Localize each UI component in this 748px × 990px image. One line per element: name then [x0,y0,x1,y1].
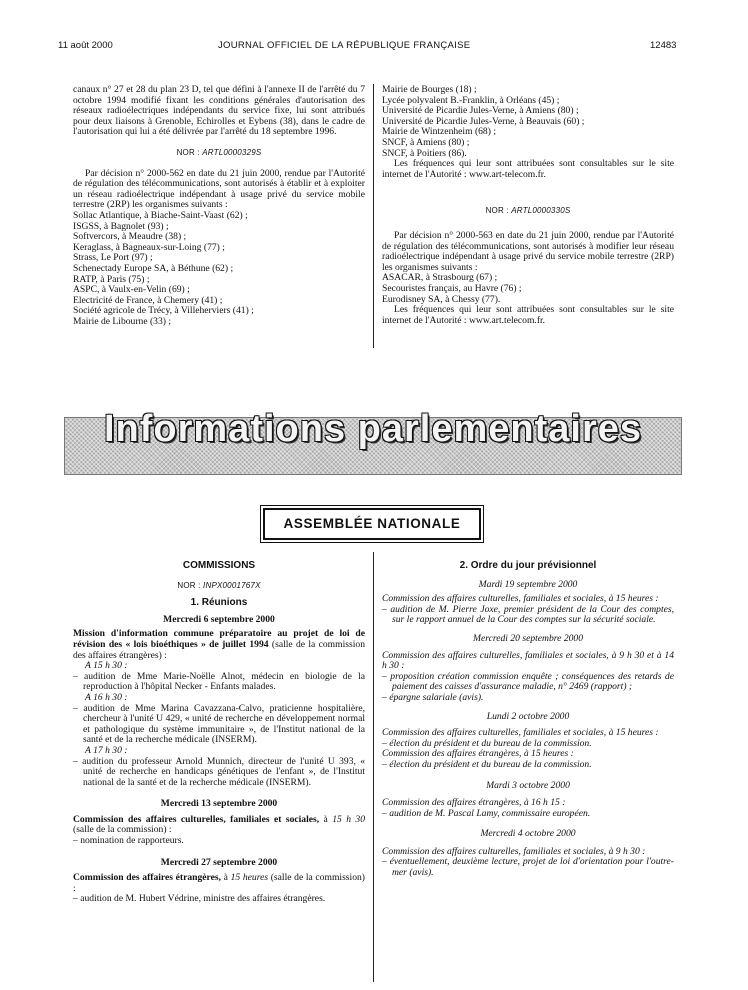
organisation-list [73,211,365,328]
date-heading: Mercredi 27 septembre 2000 [160,856,278,868]
date-heading: Mardi 19 septembre 2000 [478,578,578,590]
date-heading: Mercredi 6 septembre 2000 [163,613,275,625]
nor-code: INPX0001767X [203,580,261,590]
ordre-column [382,561,674,879]
list-item: Schenectady Europe SA, à Béthune (62) ; [73,262,234,274]
time-label: A 15 h 30 : [85,660,128,672]
nor-reference: NOR : ARTL0000329S [176,147,262,157]
date-heading: Mercredi 4 octobre 2000 [480,828,576,840]
assembly-box [263,508,481,540]
frequencies-note: Les fréquences qui leur sont attribuées sont consultables sur le site internet de l'Autorité : www.art-telecom.fr. [382,158,674,180]
nor-code: ARTL0000330S [511,206,571,216]
header-date: 11 août 2000 [58,40,113,51]
list-item: SNCF, à Poitiers (86). [382,147,467,159]
agenda-item: – éventuellement, deuxième lecture, projet de loi d'orientation pour l'outre-mer (avis). [382,856,674,879]
top-right-column [382,85,674,326]
list-item: Lycée polyvalent B.-Franklin, à Orléans (45) ; [382,94,560,106]
commission-line: Commission des affaires culturelles, familiales et sociales, à 15 heures : [382,727,659,739]
page-number: 12483 [650,40,677,51]
decision-563: Par décision n° 2000-563 en date du 21 juin 2000, rendue par l'Autorité de régulation des télécommunications, sont autorisés à modifier leur réseau radioélectrique indépendant à usage privé du service mobile terrestre (2RP) les organismes suivants : [382,229,674,273]
commission-line: Commission des affaires étrangères, à 16 h 15 : [382,797,566,809]
ordre-heading: 2. Ordre du jour prévisionnel [459,560,597,571]
nor-reference: NOR : INPX0001767X [177,580,261,590]
list-item: Société agricole de Trécy, à Villeherviers (41) ; [73,305,254,317]
list-item: Mairie de Bourges (18) ; [382,84,477,95]
list-item: ASACAR, à Strasbourg (67) ; [382,272,498,284]
agenda-item: – élection du président et du bureau de la commission. [382,758,592,770]
organisation-list [382,85,674,159]
date-heading: Lundi 2 octobre 2000 [486,710,570,722]
list-item: Electricité de France, à Chemery (41) ; [73,294,223,306]
commission-paragraph: Commission des affaires étrangères, à 15 heures (salle de la commission) : [73,872,365,894]
list-item: SNCF, à Amiens (80) ; [382,136,470,148]
list-item: Strass, Le Port (97) ; [73,252,153,264]
section-banner [64,408,682,475]
list-item: Mairie de Libourne (33) ; [73,315,172,327]
list-item: Mairie de Wintzenheim (68) ; [382,126,496,138]
time-label: A 16 h 30 : [85,691,128,703]
agenda-item: – audition de M. Hubert Védrine, ministre des affaires étrangères. [73,893,326,905]
agenda-item: – épargne salariale (avis). [382,691,484,703]
column-divider [373,84,374,348]
reunions-heading: 1. Réunions [190,597,248,609]
date-heading: Mercredi 20 septembre 2000 [472,632,584,644]
agenda-item: – élection du président et du bureau de la commission. [382,737,592,749]
column-divider [373,552,374,982]
decision-562: Par décision n° 2000-562 en date du 21 juin 2000, rendue par l'Autorité de régulation des télécommunications, sont autorisés à établir et à exploiter un réseau radioélectrique indépendant à usage privé du service mobile terrestre (2RP) les organismes suivants : [73,167,365,211]
agenda-item: – audition de Mme Marina Cavazzana-Calvo, praticienne hospitalière, chercheur à l'unité U 429, « unité de recherche en développement normal et pathologique du système immunitaire », de l'Institut national de la santé et de la recherche médicale (INSERM). [73,702,365,746]
commission-line: Commission des affaires culturelles, familiales et sociales, à 15 heures : [382,593,659,605]
list-item: Secouristes français, au Havre (76) ; [382,282,522,294]
list-item: ASPC, à Vaulx-en-Velin (69) ; [73,284,190,296]
date-heading: Mardi 3 octobre 2000 [486,779,570,791]
list-item: Université de Picardie Jules-Verne, à Amiens (80) ; [382,105,579,117]
agenda-item: – audition du professeur Arnold Munnich, directeur de l'unité U 393, « unité de recherche en handicaps génétiques de l'enfant », de l'Institut national de la santé et de la recherche médicale (INSERM). [73,755,365,788]
agenda-item: – audition de M. Pierre Joxe, premier président de la Cour des comptes, sur le rapport annuel de la Cour des comptes sur la sécurité sociale. [382,603,674,626]
date-heading: Mercredi 13 septembre 2000 [160,798,278,810]
commissions-column [73,561,365,905]
organisation-list [382,273,674,305]
list-item: Eurodisney SA, à Chessy (77). [382,293,501,305]
paragraph-canaux: canaux n° 27 et 28 du plan 23 D, tel que défini à l'annexe II de l'arrêté du 7 octobre 1994 modifié fixant les conditions générales d'autorisation des réseaux radioélectriques indépendants du service fixe, lui sont attribués pour deux liaisons à Grenoble, Echirolles et Eybens (38), dans le cadre de l'autorisation qui lui a été délivrée par l'arrêté du 18 septembre 1996. [73,84,365,138]
journal-title: JOURNAL OFFICIEL DE LA RÉPUBLIQUE FRANÇAISE [218,40,471,51]
agenda-item: – audition de M. Pascal Lamy, commissaire européen. [382,807,591,819]
list-item: Keraglass, à Bagneaux-sur-Loing (77) ; [73,241,225,253]
agenda-item: – proposition création commission enquête ; conséquences des retards de paiement des caisses d'assurance maladie, n° 2469 (rapport) ; [382,670,674,693]
list-item: RATP, à Paris (75) ; [73,273,150,285]
commission-line: Commission des affaires culturelles, familiales et sociales, à 9 h 30 et à 14 h 30 : [382,649,674,672]
list-item: Université de Picardie Jules-Verne, à Beauvais (60) ; [382,115,585,127]
mission-paragraph: Mission d'information commune préparatoire au projet de loi de révision des « lois bioéthiques » de juillet 1994 (salle de la commission des affaires étrangères) : [73,628,365,661]
frequencies-note: Les fréquences qui leur sont attribuées sont consultables sur le site internet de l'Autorité : www.art.telecom.fr. [382,304,674,326]
list-item: ISGSS, à Bagnolet (93) ; [73,220,169,232]
agenda-item: – audition de Mme Marie-Noëlle Alnot, médecin en biologie de la reproduction à l'hôpital Necker - Enfants malades. [73,670,365,693]
commission-paragraph: Commission des affaires culturelles, familiales et sociales, à 15 h 30 (salle de la commission) : [73,813,365,836]
commissions-heading: COMMISSIONS [182,560,256,571]
list-item: Sollac Atlantique, à Biache-Saint-Vaast (62) ; [73,209,248,221]
assembly-title: ASSEMBLÉE NATIONALE [283,516,461,531]
nor-code: ARTL0000329S [202,147,262,157]
commission-line: Commission des affaires culturelles, familiales et sociales, à 9 h 30 : [382,845,646,857]
time-label: A 17 h 30 : [85,744,128,756]
agenda-item: – nomination de rapporteurs. [73,835,184,847]
list-item: Softvercors, à Meaudre (38) ; [73,231,187,243]
commission-line: Commission des affaires étrangères, à 15 heures : [382,748,574,760]
top-left-column [73,85,365,327]
nor-reference: NOR : ARTL0000330S [485,206,571,216]
banner-title: Informations parlementaires [103,408,643,450]
